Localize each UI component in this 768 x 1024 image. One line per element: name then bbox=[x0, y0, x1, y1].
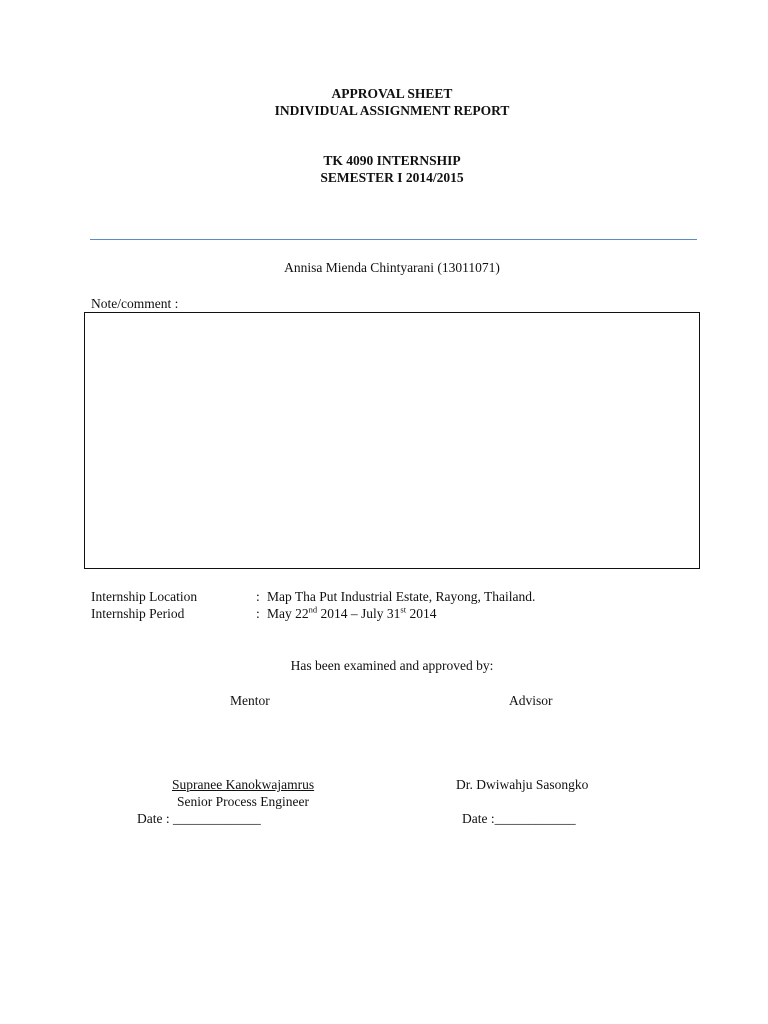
internship-period-label: Internship Period bbox=[91, 606, 185, 621]
divider-line bbox=[90, 239, 697, 240]
mentor-date-field[interactable]: Date : _____________ bbox=[137, 811, 261, 826]
period-end-year: 2014 bbox=[406, 606, 437, 621]
note-comment-label: Note/comment : bbox=[91, 296, 179, 311]
advisor-date-field[interactable]: Date :____________ bbox=[462, 811, 576, 826]
internship-location-value: Map Tha Put Industrial Estate, Rayong, Thailand. bbox=[267, 589, 536, 604]
advisor-name: Dr. Dwiwahju Sasongko bbox=[456, 777, 589, 792]
title-semester: SEMESTER I 2014/2015 bbox=[320, 170, 464, 185]
internship-period-value bbox=[267, 606, 436, 622]
mentor-role-label: Mentor bbox=[230, 693, 270, 708]
period-start-ordinal: nd bbox=[308, 604, 318, 615]
internship-period-separator: : bbox=[256, 606, 260, 621]
approval-statement: Has been examined and approved by: bbox=[290, 658, 494, 673]
note-comment-box[interactable] bbox=[84, 312, 700, 569]
period-start-date: May 22 bbox=[267, 606, 309, 621]
title-report-type: INDIVIDUAL ASSIGNMENT REPORT bbox=[274, 103, 510, 118]
title-course: TK 4090 INTERNSHIP bbox=[323, 153, 461, 168]
student-name-id: Annisa Mienda Chintyarani (13011071) bbox=[284, 260, 500, 275]
period-end-ordinal: st bbox=[400, 604, 407, 615]
internship-location-separator: : bbox=[256, 589, 260, 604]
title-approval-sheet: APPROVAL SHEET bbox=[331, 86, 453, 101]
mentor-name: Supranee Kanokwajamrus bbox=[172, 777, 315, 792]
advisor-role-label: Advisor bbox=[509, 693, 553, 708]
period-middle: 2014 – July 31 bbox=[317, 606, 401, 621]
internship-location-label: Internship Location bbox=[91, 589, 198, 604]
mentor-job-title: Senior Process Engineer bbox=[177, 794, 309, 809]
